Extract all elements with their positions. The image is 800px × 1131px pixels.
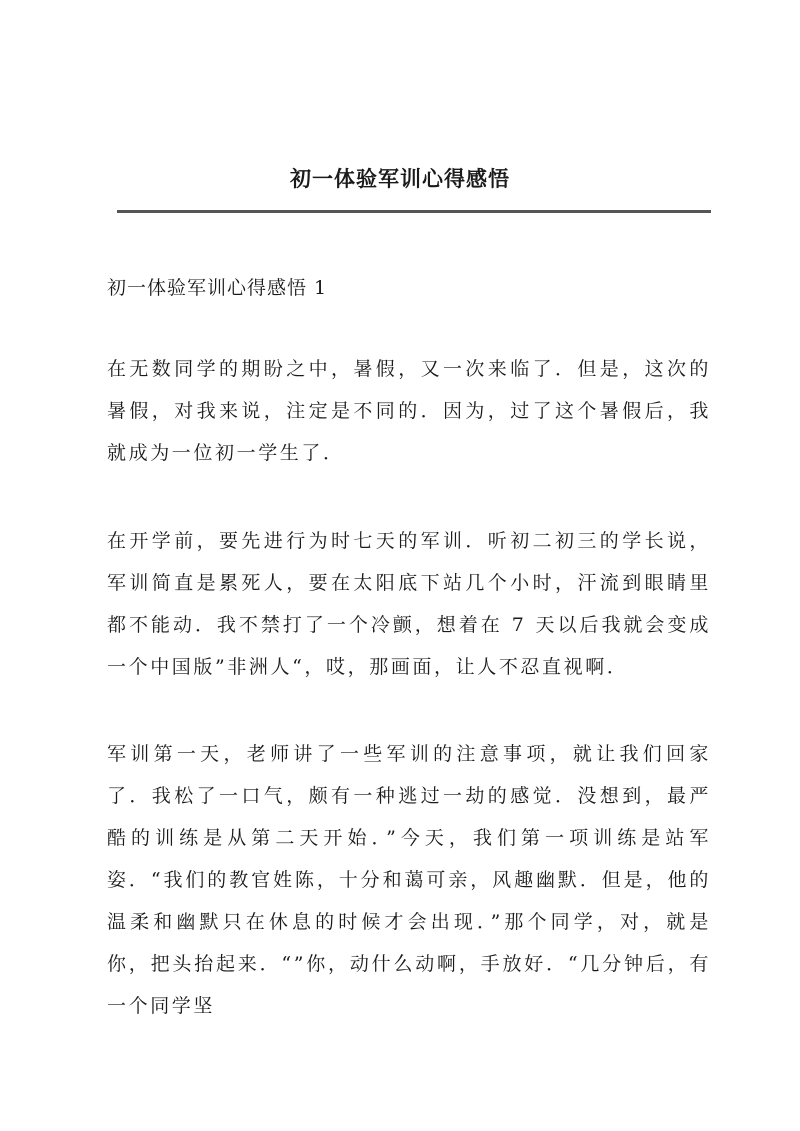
paragraph-3: 军训第一天，老师讲了一些军训的注意事项，就让我们回家了．我松了一口气，颇有一种逃过一劫的感觉．没想到，最严酷的训练是从第二天开始．”今天，我们第一项训练是站军姿．“我们的教官姓陈，十分和蔼可亲，风趣幽默．但是，他的温柔和幽默只在休息的时候才会出现．”那个同学，对，就是你，把头抬起来．“”你，动什么动啊，手放好．“几分钟后，有一个同学坚 <box>107 743 711 1017</box>
document-title: 初一体验军训心得感悟 <box>290 166 510 191</box>
paragraph-1: 在无数同学的期盼之中，暑假，又一次来临了．但是，这次的暑假，对我来说，注定是不同的．因为，过了这个暑假后，我就成为一位初一学生了． <box>107 358 711 464</box>
paragraph-2: 在开学前，要先进行为时七天的军训．听初二初三的学长说，军训简直是累死人，要在太阳底下站几个小时，汗流到眼睛里都不能动．我不禁打了一个冷颤，想着在 7 天以后我就会变成一个中国版”非洲人“，哎，那画面，让人不忍直视啊． <box>107 530 711 678</box>
title-divider <box>117 210 711 213</box>
section-heading: 初一体验军训心得感悟 1 <box>107 277 328 299</box>
